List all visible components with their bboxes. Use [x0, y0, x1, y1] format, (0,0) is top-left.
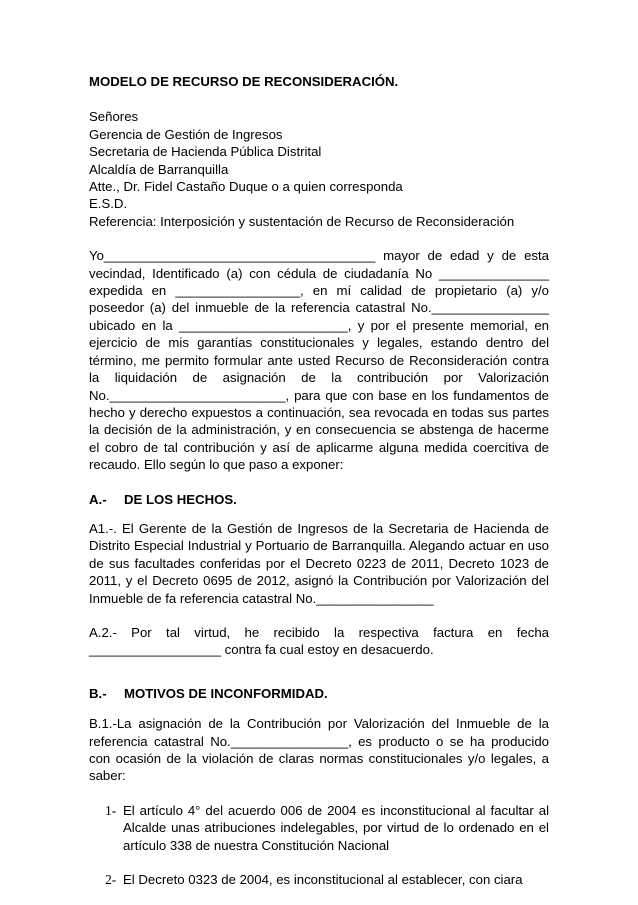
section-b-heading	[89, 685, 549, 702]
list-item	[97, 871, 549, 888]
section-a-number: A.-	[89, 491, 107, 507]
list-item-marker: 2-	[105, 872, 117, 888]
addressee-line: Atte., Dr. Fidel Castaño Duque o a quien corresponda	[89, 179, 403, 195]
section-a-paragraph-2: A.2.- Por tal virtud, he recibido la respectiva factura en fecha __________________ contra fa cual estoy en desacuerdo.	[89, 624, 549, 658]
list-item-text: El artículo 4° del acuerdo 006 de 2004 es inconstitucional al facultar al Alcalde unas atribuciones indelegables, por virtud de lo ordenado en el artículo 338 de nuestra Constitución Nacional	[123, 802, 549, 853]
addressee-line: Gerencia de Gestión de Ingresos	[89, 126, 283, 142]
document-page	[89, 70, 549, 905]
section-a-heading	[89, 491, 549, 508]
addressee-block	[89, 108, 549, 230]
addressee-line: Señores	[89, 109, 139, 125]
addressee-line: Secretaria de Hacienda Pública Distrital	[89, 144, 322, 160]
list-item-text: El Decreto 0323 de 2004, es inconstitucional al establecer, con ciara	[123, 872, 523, 888]
document-title: MODELO DE RECURSO DE RECONSIDERACIÓN.	[89, 74, 399, 89]
list-item-marker: 1-	[105, 802, 117, 818]
intro-paragraph: Yo_____________________________________ mayor de edad y de esta vecindad, Identificado (a) con cédula de ciudadanía No _______________ expedida en _________________, en mí calidad de propietario (a) y/o poseedor (a) del inmueble de la referencia catastral No.________________ ubicado en la _______________________, y por el presente memorial, en ejercicio de mis garantías constitucionales y legales, estando dentro del término, me permito formular ante usted Recurso de Reconsideración contra la liquidación de asignación de la contribución por Valorización No.________________________, para que con base en los fundamentos de hecho y derecho expuestos a continuación, sea revocada en todas sus partes la decisión de la administración, y en consecuencia se abstenga de hacerme el cobro de tal contribución y así de aplicarme alguna medida coercitiva de recaudo. Ello según lo que paso a exponer:	[89, 248, 549, 473]
list-item	[97, 802, 549, 854]
section-a-title: DE LOS HECHOS.	[124, 491, 237, 507]
section-b-title: MOTIVOS DE INCONFORMIDAD.	[124, 685, 328, 701]
nonconformity-list	[97, 802, 549, 888]
section-a-paragraph-1: A1.-. El Gerente de la Gestión de Ingresos de la Secretaria de Hacienda de Distrito Especial Industrial y Portuario de Barranquilla. Alegando actuar en uso de sus facultades conferidas por el Decreto 0223 de 2011, Decreto 1023 de 2011, y el Decreto 0695 de 2012, asignó la Contribución por Valorización del Inmueble de fa referencia catastral No.________________	[89, 520, 549, 606]
addressee-line: E.S.D.	[89, 196, 128, 212]
addressee-line: Alcaldía de Barranquilla	[89, 161, 229, 177]
section-b-number: B.-	[89, 685, 107, 701]
reference-line: Referencia: Interposición y sustentación de Recurso de Reconsideración	[89, 213, 515, 229]
section-b-paragraph-1: B.1.-La asignación de la Contribución por Valorización del Inmueble de la referencia catastral No.________________, es producto o se ha producido con ocasión de la violación de claras normas constitucionales y/o legales, a saber:	[89, 716, 549, 784]
